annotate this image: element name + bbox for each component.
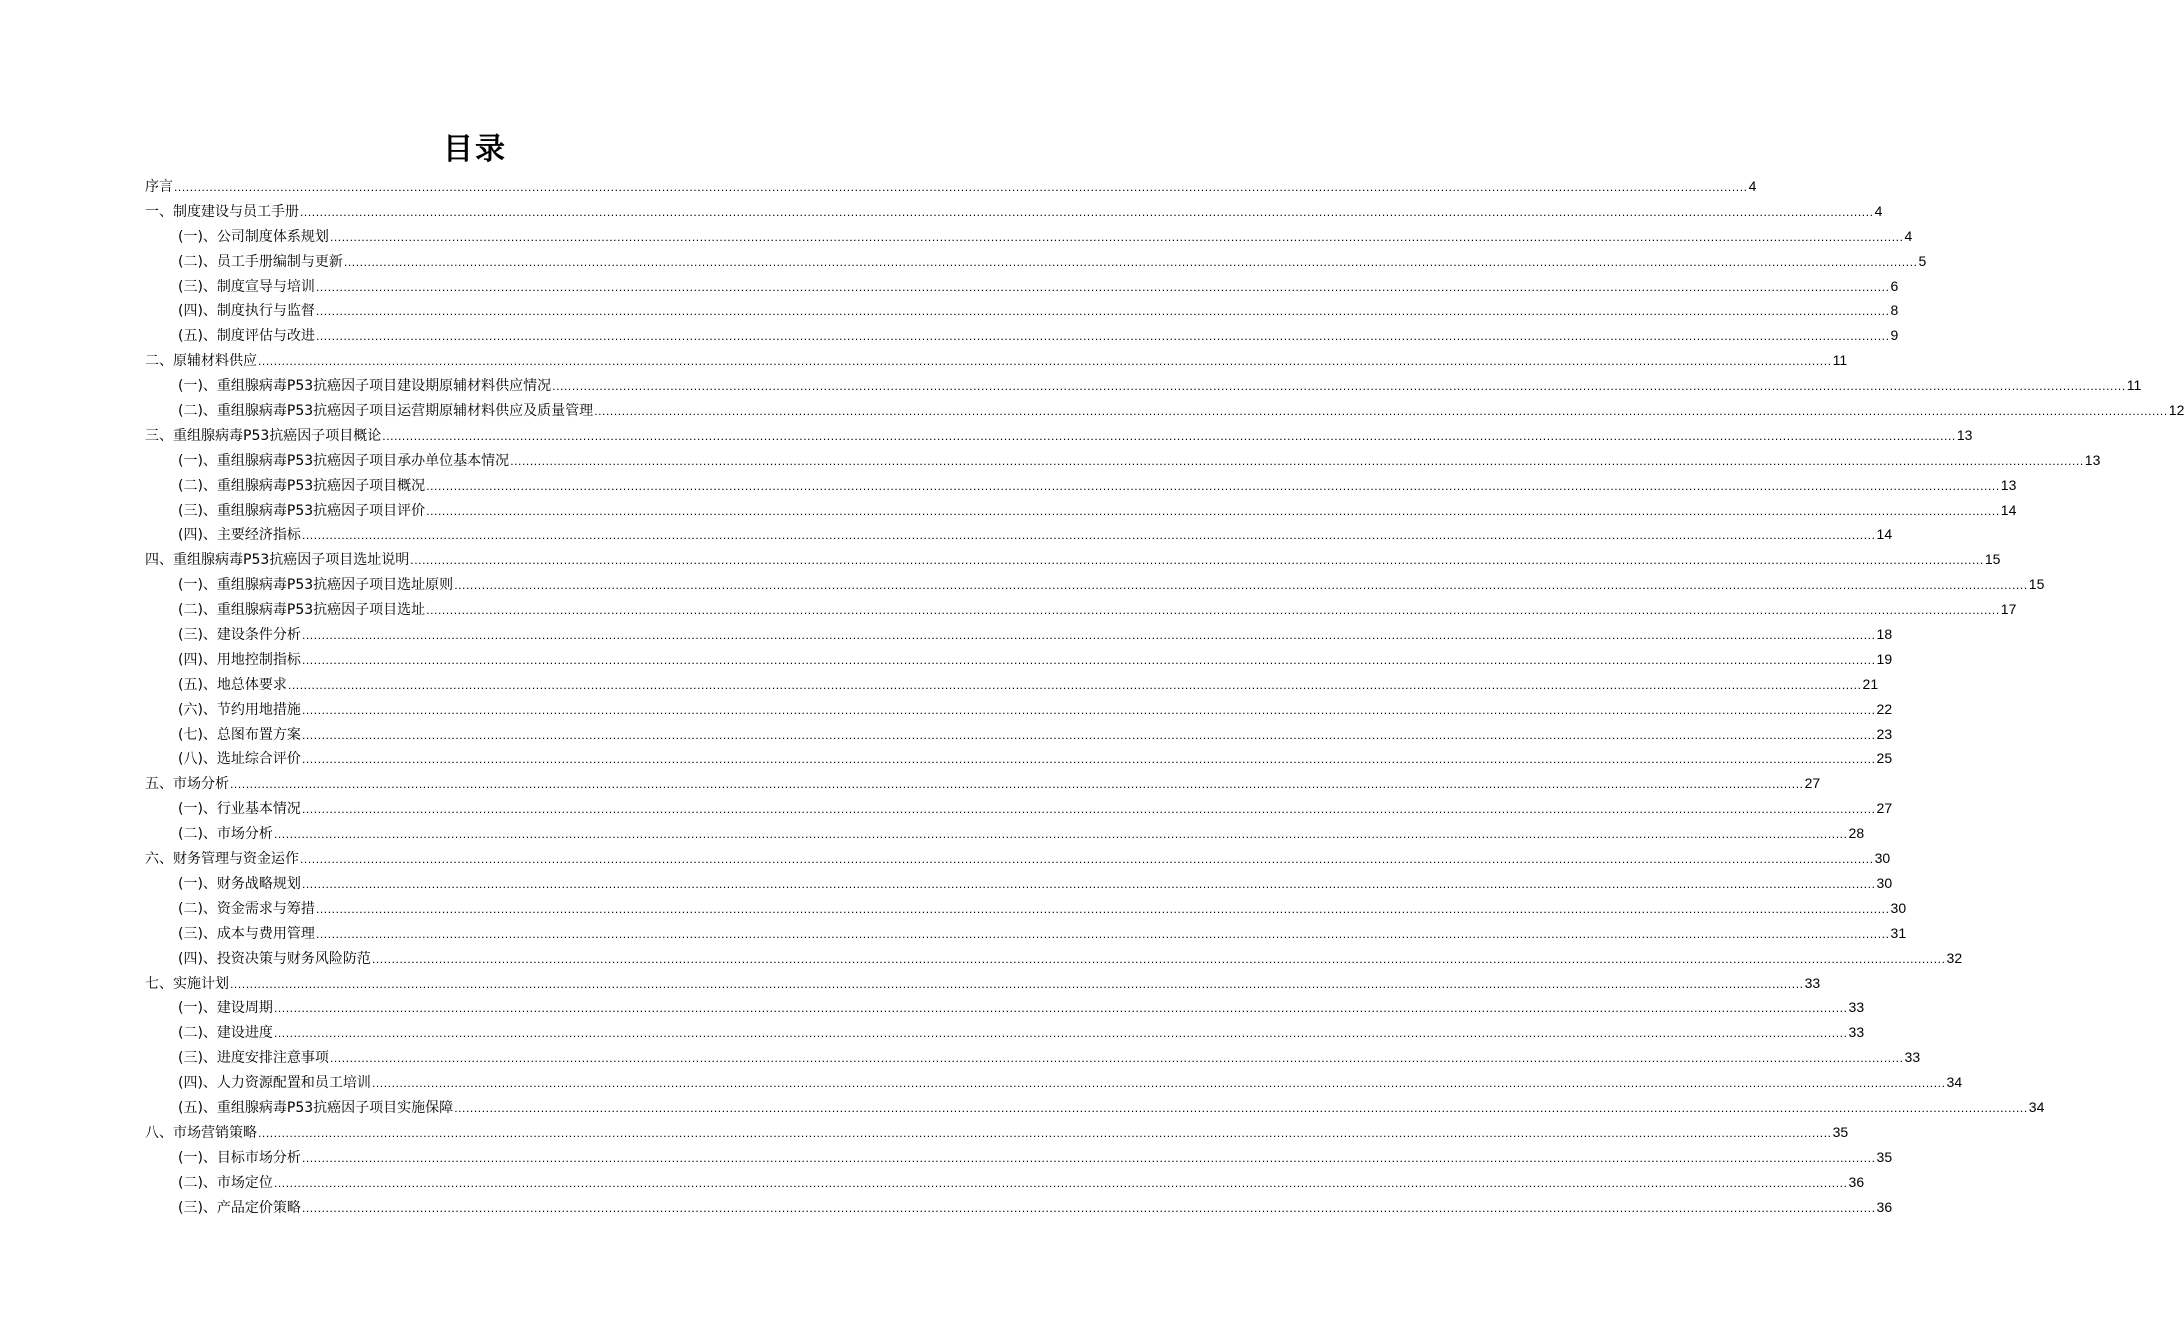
toc-dot-leader: ................................................................................................................................................................................................................................................................................................................................................................................................................ [258,354,1832,369]
toc-dot-leader: ................................................................................................................................................................................................................................................................................................................................................................................................................ [454,578,2028,593]
toc-entry-page-number: 33 [1848,1024,1865,1041]
toc-dot-leader: ................................................................................................................................................................................................................................................................................................................................................................................................................ [426,503,2000,518]
toc-entry-page-number: 14 [1876,526,1893,543]
toc-entry-title: 八、市场营销策略 [145,1124,257,1141]
toc-entry-title: (七)、总图布置方案 [178,726,301,743]
toc-entry-page-number: 11 [2126,377,2142,394]
toc-entry-page-number: 33 [1848,999,1865,1016]
page-title: 目录 [443,132,507,167]
toc-entry-title: 五、市场分析 [145,776,229,793]
toc-entry-page-number: 34 [1946,1074,1963,1091]
toc-entry-title: (一)、重组腺病毒P53抗癌因子项目承办单位基本情况 [178,452,510,469]
toc-entry-title: 四、重组腺病毒P53抗癌因子项目选址说明 [145,552,410,569]
toc-entry-title: 序言 [145,179,173,195]
toc-entry-page-number: 21 [1862,675,1879,692]
toc-entry-page-number: 15 [1984,551,2001,568]
toc-entry-title: (二)、重组腺病毒P53抗癌因子项目运营期原辅材料供应及质量管理 [178,403,594,420]
toc-entry[interactable] [145,796,1893,821]
toc-entry-title: (二)、重组腺病毒P53抗癌因子项目选址 [178,602,426,619]
toc-entry-title: (三)、进度安排注意事项 [178,1050,329,1067]
toc-dot-leader: ................................................................................................................................................................................................................................................................................................................................................................................................................ [301,1200,1876,1215]
toc-dot-leader: ................................................................................................................................................................................................................................................................................................................................................................................................................ [329,1051,1904,1066]
toc-dot-leader: ................................................................................................................................................................................................................................................................................................................................................................................................................ [301,628,1876,643]
toc-entry[interactable] [145,249,1927,274]
toc-entry-title: (三)、建设条件分析 [178,627,301,644]
toc-dot-leader: ................................................................................................................................................................................................................................................................................................................................................................................................................ [343,254,1918,269]
toc-entry-page-number: 33 [1804,974,1821,991]
toc-entry[interactable] [145,1120,1849,1145]
toc-entry[interactable] [145,448,2101,473]
toc-entry-page-number: 33 [1904,1049,1921,1066]
toc-entry-title: (四)、用地控制指标 [178,651,301,668]
toc-entry-page-number: 17 [2000,601,2017,618]
toc-entry[interactable] [145,746,1893,771]
toc-entry[interactable] [145,224,1913,249]
toc-entry-page-number: 5 [1918,252,1927,269]
toc-entry-page-number: 19 [1876,650,1893,667]
toc-dot-leader: ................................................................................................................................................................................................................................................................................................................................................................................................................ [301,1150,1876,1165]
toc-entry-title: (一)、财务战略规划 [178,875,301,892]
toc-entry-title: (一)、公司制度体系规划 [178,228,329,245]
toc-entry-title: 三、重组腺病毒P53抗癌因子项目概论 [145,427,382,444]
toc-dot-leader: ................................................................................................................................................................................................................................................................................................................................................................................................................ [273,827,1848,842]
toc-entry-title: (二)、员工手册编制与更新 [178,253,343,270]
toc-entry-page-number: 4 [1874,202,1883,219]
toc-entry-page-number: 13 [2084,451,2101,468]
toc-dot-leader: ................................................................................................................................................................................................................................................................................................................................................................................................................ [315,304,1890,319]
toc-entry[interactable] [145,1195,1893,1220]
toc-dot-leader: ................................................................................................................................................................................................................................................................................................................................................................................................................ [300,852,1874,867]
toc-dot-leader: ................................................................................................................................................................................................................................................................................................................................................................................................................ [315,926,1890,941]
toc-entry-page-number: 36 [1848,1173,1865,1190]
toc-entry-page-number: 35 [1832,1123,1849,1140]
toc-entry[interactable] [145,572,2045,597]
toc-entry-page-number: 25 [1876,750,1893,767]
toc-entry-page-number: 23 [1876,725,1893,742]
toc-entry-title: (二)、资金需求与筹措 [178,900,315,917]
toc-dot-leader: ................................................................................................................................................................................................................................................................................................................................................................................................................ [300,204,1874,219]
toc-entry[interactable] [145,423,1973,448]
toc-dot-leader: ................................................................................................................................................................................................................................................................................................................................................................................................................ [315,279,1890,294]
toc-dot-leader: ................................................................................................................................................................................................................................................................................................................................................................................................................ [371,1076,1946,1091]
toc-entry[interactable] [145,722,1893,747]
toc-dot-leader: ................................................................................................................................................................................................................................................................................................................................................................................................................ [301,652,1876,667]
toc-entry-title: (二)、市场分析 [178,826,273,843]
toc-entry[interactable] [145,498,2017,523]
toc-entry[interactable] [145,1095,2045,1120]
toc-entry-title: (三)、成本与费用管理 [178,925,315,942]
toc-entry-title: (五)、地总体要求 [178,676,287,693]
toc-entry-title: (二)、市场定位 [178,1174,273,1191]
toc-entry-title: 七、实施计划 [145,975,229,992]
toc-dot-leader: ................................................................................................................................................................................................................................................................................................................................................................................................................ [329,229,1904,244]
toc-entry[interactable] [145,1070,1963,1095]
toc-dot-leader: ................................................................................................................................................................................................................................................................................................................................................................................................................ [273,1175,1848,1190]
toc-dot-leader: ................................................................................................................................................................................................................................................................................................................................................................................................................ [315,329,1890,344]
toc-dot-leader: ................................................................................................................................................................................................................................................................................................................................................................................................................ [230,976,1804,991]
toc-entry-page-number: 13 [1956,426,1973,443]
toc-entry[interactable] [145,647,1893,672]
toc-entry-title: (六)、节约用地措施 [178,701,301,718]
toc-entry-page-number: 31 [1890,924,1907,941]
toc-entry[interactable] [145,348,1848,373]
toc-entry[interactable] [145,522,1893,547]
toc-entry[interactable] [145,846,1891,871]
toc-entry[interactable] [145,921,1907,946]
toc-entry-page-number: 32 [1946,949,1963,966]
toc-entry-title: (一)、行业基本情况 [178,801,301,818]
toc-entry-title: 二、原辅材料供应 [145,353,257,370]
toc-entry[interactable] [145,622,1893,647]
toc-entry[interactable] [145,398,2184,423]
toc-entry[interactable] [145,274,1899,299]
toc-dot-leader: ................................................................................................................................................................................................................................................................................................................................................................................................................ [410,553,1984,568]
toc-dot-leader: ................................................................................................................................................................................................................................................................................................................................................................................................................ [454,1100,2028,1115]
toc-entry[interactable] [145,473,2017,498]
toc-dot-leader: ................................................................................................................................................................................................................................................................................................................................................................................................................ [301,802,1876,817]
toc-entry-title: (三)、产品定价策略 [178,1199,301,1216]
toc-entry-page-number: 12 [2168,402,2184,419]
toc-dot-leader: ................................................................................................................................................................................................................................................................................................................................................................................................................ [426,478,2000,493]
toc-dot-leader: ................................................................................................................................................................................................................................................................................................................................................................................................................ [552,379,2126,394]
toc-entry-page-number: 13 [2000,476,2017,493]
toc-entry-title: (三)、重组腺病毒P53抗癌因子项目评价 [178,502,426,519]
toc-entry-page-number: 30 [1890,899,1907,916]
toc-entry-title: (四)、主要经济指标 [178,527,301,544]
toc-entry-page-number: 30 [1874,850,1891,867]
toc-entry-page-number: 27 [1804,775,1821,792]
toc-dot-leader: ................................................................................................................................................................................................................................................................................................................................................................................................................ [371,951,1946,966]
toc-entry-page-number: 28 [1848,825,1865,842]
toc-dot-leader: ................................................................................................................................................................................................................................................................................................................................................................................................................ [287,677,1862,692]
toc-entry[interactable] [145,946,1963,971]
toc-entry-page-number: 6 [1890,277,1899,294]
toc-entry[interactable] [145,199,1883,224]
toc-entry-title: 一、制度建设与员工手册 [145,203,299,220]
toc-entry-page-number: 34 [2028,1098,2045,1115]
toc-entry-title: (三)、制度宣导与培训 [178,278,315,295]
toc-entry-page-number: 14 [2000,501,2017,518]
toc-entry[interactable] [145,995,1865,1020]
toc-entry[interactable] [145,821,1865,846]
toc-dot-leader: ................................................................................................................................................................................................................................................................................................................................................................................................................ [174,180,1748,194]
toc-entry[interactable] [145,697,1893,722]
toc-dot-leader: ................................................................................................................................................................................................................................................................................................................................................................................................................ [273,1026,1848,1041]
toc-entry[interactable] [145,174,1757,199]
toc-entry-page-number: 11 [1832,352,1848,369]
toc-entry-title: (一)、重组腺病毒P53抗癌因子项目选址原则 [178,577,454,594]
toc-dot-leader: ................................................................................................................................................................................................................................................................................................................................................................................................................ [426,603,2000,618]
toc-entry[interactable] [145,871,1893,896]
toc-entry[interactable] [145,597,2017,622]
toc-entry-page-number: 15 [2028,576,2045,593]
toc-dot-leader: ................................................................................................................................................................................................................................................................................................................................................................................................................ [301,528,1876,543]
toc-entry-page-number: 9 [1890,327,1899,344]
toc-dot-leader: ................................................................................................................................................................................................................................................................................................................................................................................................................ [510,453,2084,468]
table-of-contents [145,174,2184,1219]
toc-entry[interactable] [145,896,1907,921]
toc-entry-page-number: 22 [1876,700,1893,717]
toc-entry-page-number: 27 [1876,800,1893,817]
toc-dot-leader: ................................................................................................................................................................................................................................................................................................................................................................................................................ [594,404,2168,419]
toc-entry[interactable] [145,298,1899,323]
toc-dot-leader: ................................................................................................................................................................................................................................................................................................................................................................................................................ [382,428,1956,443]
toc-entry-page-number: 18 [1876,626,1893,643]
toc-entry-page-number: 30 [1876,874,1893,891]
toc-entry-page-number: 8 [1890,302,1899,319]
toc-entry-page-number: 4 [1748,178,1757,194]
toc-entry[interactable] [145,971,1821,996]
toc-entry-title: (四)、制度执行与监督 [178,303,315,320]
toc-entry-title: (八)、选址综合评价 [178,751,301,768]
toc-entry-page-number: 36 [1876,1198,1893,1215]
toc-entry[interactable] [145,547,2001,572]
toc-entry[interactable] [145,1145,1893,1170]
toc-entry[interactable] [145,771,1821,796]
toc-entry-title: (二)、建设进度 [178,1025,273,1042]
toc-dot-leader: ................................................................................................................................................................................................................................................................................................................................................................................................................ [258,1125,1832,1140]
toc-dot-leader: ................................................................................................................................................................................................................................................................................................................................................................................................................ [301,702,1876,717]
toc-entry-title: 六、财务管理与资金运作 [145,851,299,868]
toc-entry[interactable] [145,1020,1865,1045]
toc-entry-title: (五)、制度评估与改进 [178,328,315,345]
toc-entry[interactable] [145,1170,1865,1195]
toc-entry[interactable] [145,672,1879,697]
toc-entry-title: (五)、重组腺病毒P53抗癌因子项目实施保障 [178,1099,454,1116]
toc-entry-title: (四)、投资决策与财务风险防范 [178,950,371,967]
toc-entry-title: (二)、重组腺病毒P53抗癌因子项目概况 [178,477,426,494]
toc-dot-leader: ................................................................................................................................................................................................................................................................................................................................................................................................................ [301,752,1876,767]
toc-entry-page-number: 4 [1904,227,1913,244]
toc-dot-leader: ................................................................................................................................................................................................................................................................................................................................................................................................................ [273,1001,1848,1016]
toc-entry-title: (一)、目标市场分析 [178,1149,301,1166]
toc-entry[interactable] [145,373,2142,398]
toc-dot-leader: ................................................................................................................................................................................................................................................................................................................................................................................................................ [230,777,1804,792]
toc-entry-title: (一)、重组腺病毒P53抗癌因子项目建设期原辅材料供应情况 [178,378,552,395]
toc-entry[interactable] [145,323,1899,348]
toc-entry[interactable] [145,1045,1921,1070]
toc-dot-leader: ................................................................................................................................................................................................................................................................................................................................................................................................................ [301,727,1876,742]
toc-entry-title: (一)、建设周期 [178,1000,273,1017]
toc-dot-leader: ................................................................................................................................................................................................................................................................................................................................................................................................................ [301,876,1876,891]
toc-entry-title: (四)、人力资源配置和员工培训 [178,1075,371,1092]
toc-dot-leader: ................................................................................................................................................................................................................................................................................................................................................................................................................ [315,901,1890,916]
toc-entry-page-number: 35 [1876,1148,1893,1165]
